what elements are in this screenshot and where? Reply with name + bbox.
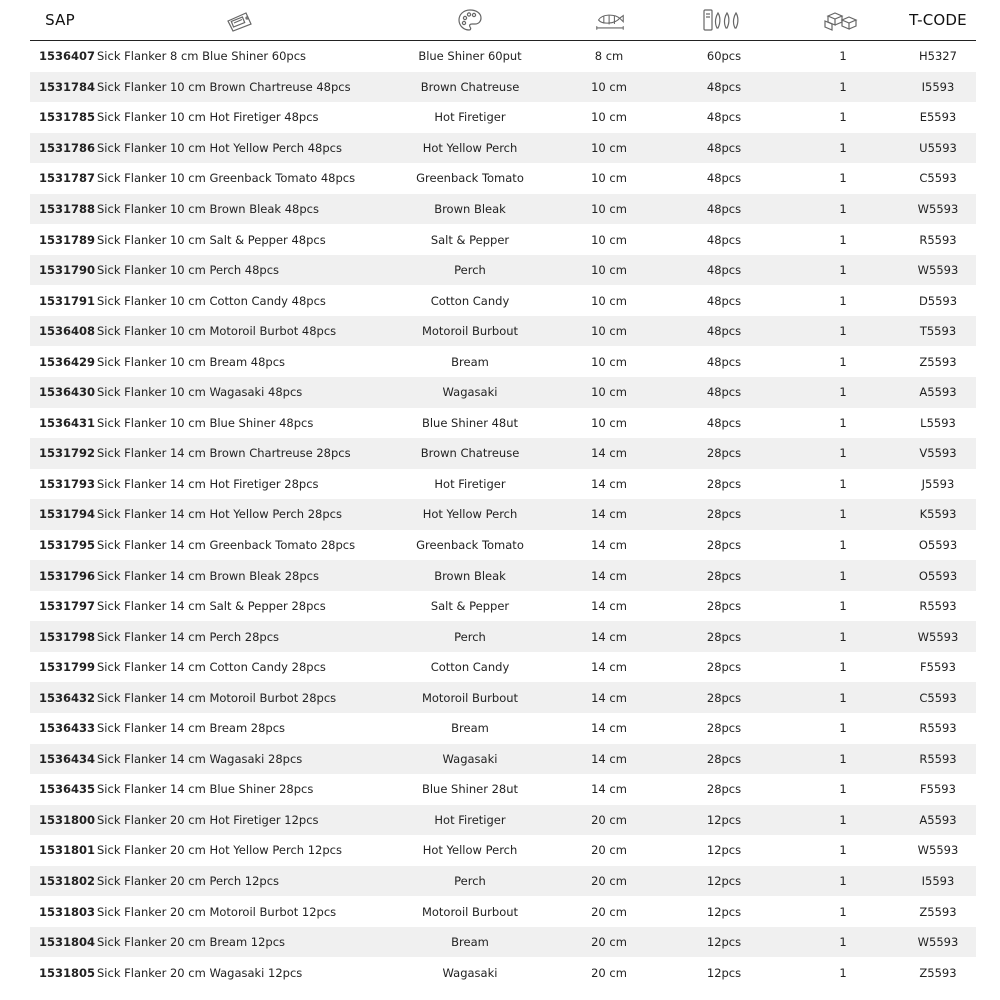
- size-cell: 10 cm: [591, 385, 627, 400]
- tcode-cell: D5593: [918, 293, 958, 308]
- sap-cell: 1531793: [39, 476, 96, 491]
- table-row: [30, 835, 976, 866]
- table-row: [30, 896, 976, 927]
- quantity-cell: 28pcs: [706, 721, 742, 736]
- quantity-cell: 12pcs: [706, 935, 742, 950]
- color-cell: Hot Firetiger: [434, 812, 506, 827]
- table-row: [30, 682, 976, 713]
- description-cell: Sick Flanker 10 cm Hot Yellow Perch 48pcs: [97, 140, 342, 155]
- sap-cell: 1531795: [39, 538, 96, 553]
- table-row: [30, 591, 976, 622]
- pack-cell: 1: [839, 721, 847, 736]
- color-cell: Brown Bleak: [434, 568, 506, 583]
- pack-cell: 1: [839, 904, 847, 919]
- quantity-cell: 48pcs: [706, 324, 742, 339]
- tcode-cell: O5593: [918, 538, 958, 553]
- table-row: [30, 957, 976, 988]
- color-cell: Motoroil Burbout: [421, 690, 519, 705]
- description-cell: Sick Flanker 10 cm Bream 48pcs: [97, 354, 286, 369]
- color-cell: Brown Chatreuse: [420, 446, 520, 461]
- pack-cell: 1: [839, 263, 847, 278]
- pack-cell: 1: [839, 293, 847, 308]
- table-row: [30, 621, 976, 652]
- color-cell: Cotton Candy: [430, 660, 510, 675]
- color-cell: Brown Chatreuse: [420, 79, 520, 94]
- description-cell: Sick Flanker 14 cm Blue Shiner 28pcs: [97, 782, 314, 797]
- palette-icon: [455, 8, 485, 32]
- tcode-cell: W5593: [917, 263, 959, 278]
- pack-cell: 1: [839, 171, 847, 186]
- quantity-cell: 48pcs: [706, 232, 742, 247]
- quantity-cell: 28pcs: [706, 476, 742, 491]
- quantity-cell: 28pcs: [706, 538, 742, 553]
- header-quantity: [700, 0, 744, 40]
- sap-cell: 1531788: [39, 202, 96, 216]
- tcode-cell: K5593: [919, 507, 957, 522]
- description-cell: Sick Flanker 14 cm Perch 28pcs: [97, 629, 280, 644]
- bag-lures-icon: [702, 8, 742, 32]
- size-cell: 14 cm: [591, 446, 627, 461]
- tcode-cell: W5593: [917, 629, 959, 644]
- quantity-cell: 28pcs: [706, 782, 742, 797]
- table-row: [30, 866, 976, 897]
- tcode-cell: Z5593: [919, 904, 957, 919]
- pack-cell: 1: [839, 507, 847, 522]
- pack-cell: 1: [839, 415, 847, 430]
- tcode-cell: W5593: [917, 843, 959, 858]
- quantity-cell: 48pcs: [706, 385, 742, 400]
- tcode-cell: R5593: [919, 232, 957, 247]
- tcode-cell: E5593: [919, 110, 957, 125]
- table-row: [30, 438, 976, 469]
- sap-cell: 1531800: [39, 812, 96, 827]
- color-cell: Hot Firetiger: [434, 110, 506, 125]
- tcode-cell: V5593: [919, 446, 957, 461]
- color-cell: Wagasaki: [442, 385, 498, 400]
- size-cell: 10 cm: [591, 293, 627, 308]
- table-row: [30, 285, 976, 316]
- sap-cell: 1531801: [39, 843, 96, 858]
- sap-cell: 1536433: [39, 721, 96, 736]
- table-row: [30, 499, 976, 530]
- table-row: [30, 560, 976, 591]
- pack-cell: 1: [839, 538, 847, 553]
- color-cell: Hot Yellow Perch: [422, 843, 518, 858]
- tcode-cell: C5593: [919, 171, 957, 186]
- size-cell: 10 cm: [591, 324, 627, 339]
- sap-cell: 1536435: [39, 782, 96, 797]
- quantity-cell: 60pcs: [706, 49, 742, 64]
- description-cell: Sick Flanker 10 cm Wagasaki 48pcs: [97, 385, 303, 400]
- color-cell: Greenback Tomato: [416, 171, 524, 186]
- header-tcode-label: T-CODE: [909, 11, 967, 29]
- size-cell: 14 cm: [591, 476, 627, 491]
- sap-cell: 1536407: [39, 49, 96, 64]
- table-row: [30, 927, 976, 958]
- tcode-cell: W5593: [917, 202, 959, 216]
- color-cell: Bream: [451, 721, 489, 736]
- color-cell: Hot Firetiger: [434, 476, 506, 491]
- table-row: [30, 72, 976, 103]
- description-cell: Sick Flanker 10 cm Blue Shiner 48pcs: [97, 415, 314, 430]
- header-tcode: [900, 0, 976, 40]
- pack-cell: 1: [839, 782, 847, 797]
- tcode-cell: H5327: [919, 49, 957, 64]
- size-cell: 20 cm: [591, 965, 627, 980]
- quantity-cell: 48pcs: [706, 415, 742, 430]
- pack-cell: 1: [839, 49, 847, 64]
- size-cell: 20 cm: [591, 843, 627, 858]
- color-cell: Perch: [454, 874, 486, 889]
- sap-cell: 1531786: [39, 140, 96, 155]
- quantity-cell: 28pcs: [706, 660, 742, 675]
- table-row: [30, 774, 976, 805]
- sap-cell: 1531787: [39, 171, 96, 186]
- table-row: [30, 163, 976, 194]
- pack-cell: 1: [839, 690, 847, 705]
- table-row: [30, 652, 976, 683]
- quantity-cell: 48pcs: [706, 202, 742, 216]
- tcode-cell: O5593: [918, 568, 958, 583]
- description-cell: Sick Flanker 20 cm Motoroil Burbot 12pcs: [97, 904, 337, 919]
- tcode-cell: R5593: [919, 599, 957, 614]
- description-cell: Sick Flanker 14 cm Hot Firetiger 28pcs: [97, 476, 319, 491]
- size-cell: 8 cm: [594, 49, 624, 64]
- pack-cell: 1: [839, 476, 847, 491]
- tcode-cell: A5593: [919, 812, 957, 827]
- size-cell: 14 cm: [591, 599, 627, 614]
- color-cell: Perch: [454, 629, 486, 644]
- sap-cell: 1531792: [39, 446, 96, 461]
- description-cell: Sick Flanker 8 cm Blue Shiner 60pcs: [97, 49, 307, 64]
- quantity-cell: 12pcs: [706, 812, 742, 827]
- table-row: [30, 133, 976, 164]
- header-color: [450, 0, 490, 40]
- description-cell: Sick Flanker 14 cm Hot Yellow Perch 28pcs: [97, 507, 342, 522]
- description-cell: Sick Flanker 10 cm Hot Firetiger 48pcs: [97, 110, 319, 125]
- header-pack: [820, 0, 864, 40]
- size-cell: 14 cm: [591, 538, 627, 553]
- sap-cell: 1531791: [39, 293, 96, 308]
- sap-cell: 1536430: [39, 385, 96, 400]
- tcode-cell: R5593: [919, 751, 957, 766]
- size-cell: 14 cm: [591, 660, 627, 675]
- tcode-cell: I5593: [921, 79, 955, 94]
- stacked-boxes-icon: [822, 8, 862, 32]
- table-row: [30, 713, 976, 744]
- size-cell: 14 cm: [591, 568, 627, 583]
- size-cell: 10 cm: [591, 263, 627, 278]
- pack-cell: 1: [839, 629, 847, 644]
- sap-cell: 1531794: [39, 507, 96, 522]
- table-row: [30, 255, 976, 286]
- sap-cell: 1536431: [39, 415, 96, 430]
- description-cell: Sick Flanker 10 cm Brown Chartreuse 48pcs: [97, 79, 351, 94]
- table-row: [30, 194, 976, 225]
- size-cell: 14 cm: [591, 782, 627, 797]
- description-cell: Sick Flanker 10 cm Greenback Tomato 48pcs: [97, 171, 356, 186]
- color-cell: Hot Yellow Perch: [422, 140, 518, 155]
- sap-cell: 1536429: [39, 354, 96, 369]
- tcode-cell: F5593: [920, 660, 956, 675]
- size-cell: 10 cm: [591, 110, 627, 125]
- description-cell: Sick Flanker 14 cm Wagasaki 28pcs: [97, 751, 303, 766]
- pack-cell: 1: [839, 812, 847, 827]
- description-cell: Sick Flanker 14 cm Bream 28pcs: [97, 721, 286, 736]
- color-cell: Greenback Tomato: [416, 538, 524, 553]
- pack-cell: 1: [839, 599, 847, 614]
- color-cell: Salt & Pepper: [430, 232, 510, 247]
- description-cell: Sick Flanker 10 cm Salt & Pepper 48pcs: [97, 232, 326, 247]
- sap-cell: 1531798: [39, 629, 96, 644]
- pack-cell: 1: [839, 354, 847, 369]
- quantity-cell: 28pcs: [706, 751, 742, 766]
- quantity-cell: 48pcs: [706, 110, 742, 125]
- quantity-cell: 12pcs: [706, 904, 742, 919]
- table-header: [30, 0, 976, 41]
- sap-cell: 1531796: [39, 568, 96, 583]
- description-cell: Sick Flanker 20 cm Wagasaki 12pcs: [97, 965, 303, 980]
- color-cell: Bream: [451, 935, 489, 950]
- size-cell: 10 cm: [591, 79, 627, 94]
- tcode-cell: R5593: [919, 721, 957, 736]
- quantity-cell: 48pcs: [706, 171, 742, 186]
- sap-cell: 1536408: [39, 324, 96, 339]
- header-size: [590, 0, 630, 40]
- size-cell: 14 cm: [591, 629, 627, 644]
- description-cell: Sick Flanker 20 cm Hot Firetiger 12pcs: [97, 812, 319, 827]
- quantity-cell: 48pcs: [706, 263, 742, 278]
- size-cell: 20 cm: [591, 874, 627, 889]
- sap-cell: 1531804: [39, 935, 96, 950]
- table-row: [30, 346, 976, 377]
- description-cell: Sick Flanker 10 cm Perch 48pcs: [97, 263, 280, 278]
- quantity-cell: 28pcs: [706, 690, 742, 705]
- sap-cell: 1531789: [39, 232, 96, 247]
- quantity-cell: 12pcs: [706, 843, 742, 858]
- color-cell: Brown Bleak: [434, 202, 506, 216]
- size-cell: 10 cm: [591, 140, 627, 155]
- pack-cell: 1: [839, 660, 847, 675]
- color-cell: Salt & Pepper: [430, 599, 510, 614]
- sap-cell: 1531802: [39, 874, 96, 889]
- table-row: [30, 41, 976, 72]
- sap-cell: 1536432: [39, 690, 96, 705]
- table-row: [30, 469, 976, 500]
- header-description: [220, 0, 260, 40]
- pack-cell: 1: [839, 110, 847, 125]
- description-cell: Sick Flanker 10 cm Cotton Candy 48pcs: [97, 293, 326, 308]
- size-cell: 14 cm: [591, 751, 627, 766]
- color-cell: Motoroil Burbout: [421, 904, 519, 919]
- pack-cell: 1: [839, 965, 847, 980]
- tcode-cell: F5593: [920, 782, 956, 797]
- ticket-tag-icon: [225, 8, 255, 32]
- description-cell: Sick Flanker 20 cm Perch 12pcs: [97, 874, 280, 889]
- color-cell: Wagasaki: [442, 965, 498, 980]
- pack-cell: 1: [839, 935, 847, 950]
- description-cell: Sick Flanker 10 cm Motoroil Burbot 48pcs: [97, 324, 337, 339]
- pack-cell: 1: [839, 385, 847, 400]
- tcode-cell: A5593: [919, 385, 957, 400]
- table-row: [30, 102, 976, 133]
- color-cell: Hot Yellow Perch: [422, 507, 518, 522]
- table-row: [30, 805, 976, 836]
- tcode-cell: Z5593: [919, 354, 957, 369]
- tcode-cell: J5593: [921, 476, 955, 491]
- size-cell: 14 cm: [591, 507, 627, 522]
- sap-cell: 1536434: [39, 751, 96, 766]
- description-cell: Sick Flanker 10 cm Brown Bleak 48pcs: [97, 202, 319, 216]
- pack-cell: 1: [839, 843, 847, 858]
- sap-cell: 1531799: [39, 660, 96, 675]
- sap-cell: 1531790: [39, 263, 96, 278]
- quantity-cell: 12pcs: [706, 874, 742, 889]
- description-cell: Sick Flanker 14 cm Brown Chartreuse 28pcs: [97, 446, 351, 461]
- color-cell: Blue Shiner 48ut: [421, 415, 519, 430]
- sap-cell: 1531797: [39, 599, 96, 614]
- quantity-cell: 48pcs: [706, 354, 742, 369]
- color-cell: Cotton Candy: [430, 293, 510, 308]
- quantity-cell: 48pcs: [706, 79, 742, 94]
- quantity-cell: 48pcs: [706, 140, 742, 155]
- pack-cell: 1: [839, 140, 847, 155]
- description-cell: Sick Flanker 14 cm Salt & Pepper 28pcs: [97, 599, 326, 614]
- description-cell: Sick Flanker 20 cm Bream 12pcs: [97, 935, 286, 950]
- pack-cell: 1: [839, 874, 847, 889]
- quantity-cell: 28pcs: [706, 507, 742, 522]
- header-sap: [30, 0, 90, 40]
- table-row: [30, 744, 976, 775]
- pack-cell: 1: [839, 232, 847, 247]
- table-row: [30, 408, 976, 439]
- color-cell: Bream: [451, 354, 489, 369]
- color-cell: Blue Shiner 60put: [418, 49, 522, 64]
- size-cell: 20 cm: [591, 935, 627, 950]
- tcode-cell: C5593: [919, 690, 957, 705]
- pack-cell: 1: [839, 751, 847, 766]
- size-cell: 10 cm: [591, 354, 627, 369]
- quantity-cell: 48pcs: [706, 293, 742, 308]
- size-cell: 20 cm: [591, 812, 627, 827]
- size-cell: 14 cm: [591, 690, 627, 705]
- color-cell: Motoroil Burbout: [421, 324, 519, 339]
- pack-cell: 1: [839, 79, 847, 94]
- tcode-cell: W5593: [917, 935, 959, 950]
- size-cell: 14 cm: [591, 721, 627, 736]
- pack-cell: 1: [839, 202, 847, 216]
- tcode-cell: I5593: [921, 874, 955, 889]
- pack-cell: 1: [839, 324, 847, 339]
- lure-measure-icon: [595, 8, 625, 32]
- sap-cell: 1531803: [39, 904, 96, 919]
- quantity-cell: 12pcs: [706, 965, 742, 980]
- pack-cell: 1: [839, 568, 847, 583]
- size-cell: 10 cm: [591, 232, 627, 247]
- size-cell: 10 cm: [591, 171, 627, 186]
- tcode-cell: U5593: [919, 140, 957, 155]
- sap-cell: 1531785: [39, 110, 96, 125]
- sap-cell: 1531784: [39, 79, 96, 94]
- header-sap-label: SAP: [45, 11, 75, 29]
- size-cell: 10 cm: [591, 415, 627, 430]
- table-row: [30, 316, 976, 347]
- quantity-cell: 28pcs: [706, 568, 742, 583]
- table-row: [30, 224, 976, 255]
- table-body: [30, 41, 976, 988]
- sap-cell: 1531805: [39, 965, 96, 980]
- quantity-cell: 28pcs: [706, 446, 742, 461]
- tcode-cell: Z5593: [919, 965, 957, 980]
- tcode-cell: T5593: [919, 324, 957, 339]
- color-cell: Perch: [454, 263, 486, 278]
- table-row: [30, 377, 976, 408]
- quantity-cell: 28pcs: [706, 629, 742, 644]
- description-cell: Sick Flanker 20 cm Hot Yellow Perch 12pcs: [97, 843, 342, 858]
- pack-cell: 1: [839, 446, 847, 461]
- description-cell: Sick Flanker 14 cm Brown Bleak 28pcs: [97, 568, 319, 583]
- size-cell: 20 cm: [591, 904, 627, 919]
- color-cell: Blue Shiner 28ut: [421, 782, 519, 797]
- description-cell: Sick Flanker 14 cm Greenback Tomato 28pcs: [97, 538, 356, 553]
- color-cell: Wagasaki: [442, 751, 498, 766]
- table-row: [30, 530, 976, 561]
- quantity-cell: 28pcs: [706, 599, 742, 614]
- size-cell: 10 cm: [591, 202, 627, 216]
- description-cell: Sick Flanker 14 cm Cotton Candy 28pcs: [97, 660, 326, 675]
- tcode-cell: L5593: [920, 415, 956, 430]
- description-cell: Sick Flanker 14 cm Motoroil Burbot 28pcs: [97, 690, 337, 705]
